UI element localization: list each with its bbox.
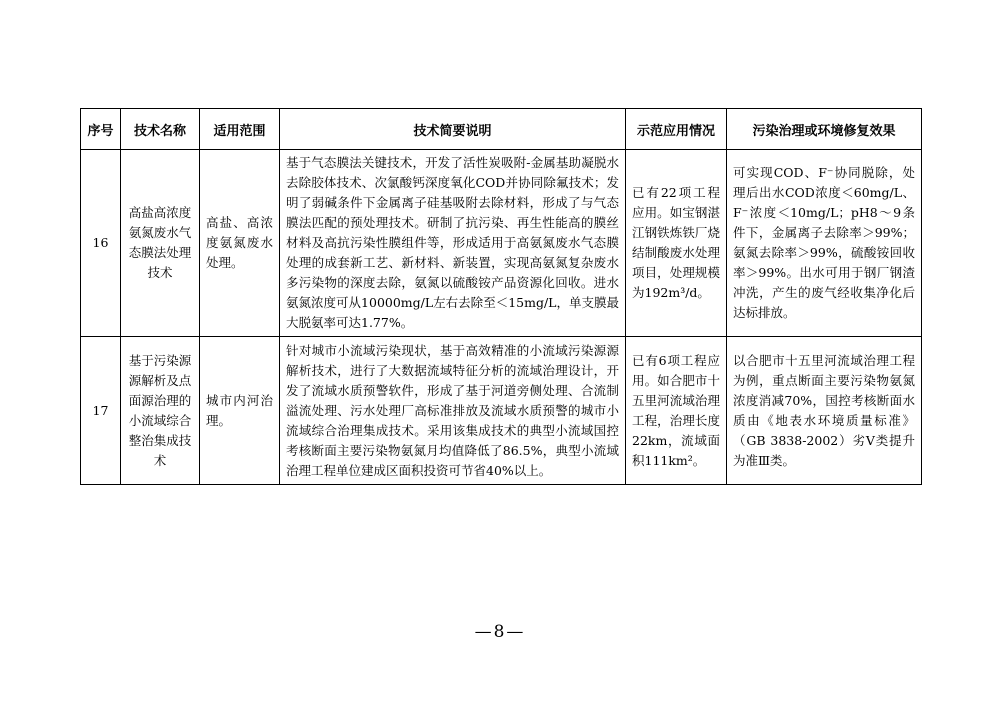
demo-application: 已有22项工程应用。如宝钢湛江钢铁炼铁厂烧结制酸废水处理项目，处理规模为192m³/d。 [626,150,727,337]
tech-name: 高盐高浓度氨氮废水气态膜法处理技术 [121,150,200,337]
header-no: 序号 [81,109,121,150]
description: 针对城市小流域污染现状，基于高效精准的小流域污染源源解析技术，进行了大数据流域特征分析的流域治理设计，开发了流域水质预警软件，形成了基于河道旁侧处理、合流制溢流处理、污水处理厂高标准排放及流域水质预警的城市小流域综合治理集成技术。采用该集成技术的典型小流域国控考核断面主要污染物氨氮月均值降低了86.5%，典型小流域治理工程单位建成区面积投资可节省40%以上。 [280,337,626,485]
technology-table [80,108,922,485]
demo-application: 已有6项工程应用。如合肥市十五里河流域治理工程，治理长度22km，流域面积111km²。 [626,337,727,485]
header-scope: 适用范围 [200,109,280,150]
tech-name: 基于污染源源解析及点面源治理的小流域综合整治集成技术 [121,337,200,485]
header-effect: 污染治理或环境修复效果 [727,109,922,150]
table-row [81,150,922,337]
header-demo-application: 示范应用情况 [626,109,727,150]
row-number: 16 [81,150,121,337]
row-number: 17 [81,337,121,485]
effect: 以合肥市十五里河流域治理工程为例，重点断面主要污染物氨氮浓度消减70%，国控考核断面水质由《地表水环境质量标准》（GB 3838-2002）劣Ⅴ类提升为准Ⅲ类。 [727,337,922,485]
header-tech-name: 技术名称 [121,109,200,150]
page-number: —8— [474,622,526,642]
table-row [81,337,922,485]
description: 基于气态膜法关键技术，开发了活性炭吸附-金属基助凝脱水去除胶体技术、次氯酸钙深度氧化COD并协同除氟技术；发明了弱碱条件下金属离子硅基吸附去除材料，形成了与气态膜法匹配的预处理技术。研制了抗污染、再生性能高的膜丝材料及高抗污染性膜组件等，形成适用于高氨氮废水气态膜处理的成套新工艺、新材料、新装置，实现高氨氮复杂废水多污染物的深度去除，氨氮以硫酸铵产品资源化回收。进水氨氮浓度可从10000mg/L左右去除至＜15mg/L，单支膜最大脱氨率可达1.77%。 [280,150,626,337]
effect: 可实现COD、F⁻协同脱除，处理后出水COD浓度＜60mg/L、F⁻浓度＜10mg/L；pH8～9条件下，金属离子去除率＞99%；氨氮去除率＞99%，硫酸铵回收率＞99%。出水可用于钢厂钢渣冲洗，产生的废气经收集净化后达标排放。 [727,150,922,337]
scope: 高盐、高浓度氨氮废水处理。 [200,150,280,337]
table-header-row [81,109,922,150]
header-description: 技术简要说明 [280,109,626,150]
scope: 城市内河治理。 [200,337,280,485]
